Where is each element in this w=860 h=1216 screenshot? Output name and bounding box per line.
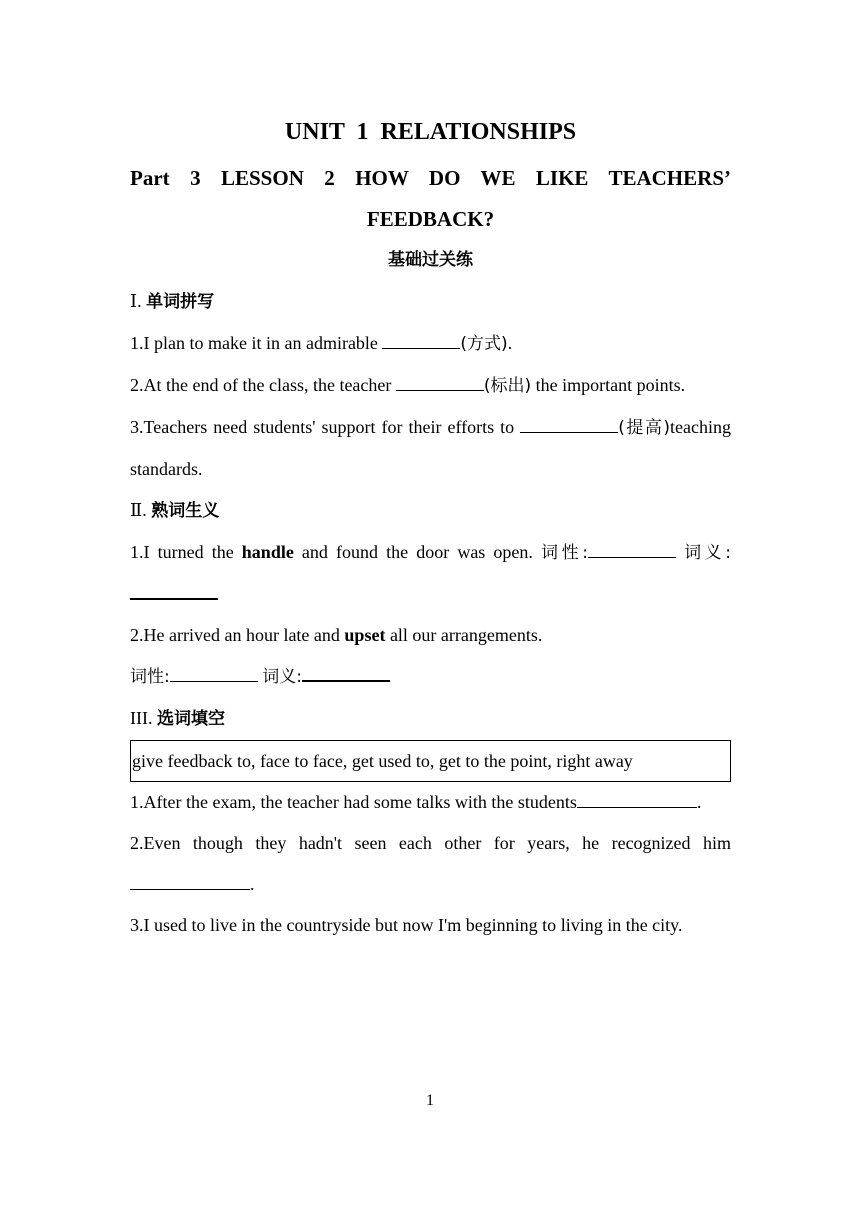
question-item [130, 615, 731, 656]
question-item [130, 905, 731, 946]
question-item [130, 407, 731, 490]
question-item [130, 782, 731, 823]
question-text: 3.Teachers need students' support for their efforts to [130, 417, 521, 437]
question-text: teaching standards. [130, 417, 732, 479]
meaning-label: 词义: [262, 667, 302, 687]
pos-blank[interactable] [588, 539, 676, 558]
question-text: . [250, 874, 255, 894]
question-text: 2.He arrived an hour late and [130, 625, 345, 645]
meaning-label: 词义: [684, 543, 732, 563]
section-label: III. [130, 708, 157, 728]
answer-blank[interactable] [130, 871, 250, 890]
section-heading-1 [130, 281, 731, 323]
section-label: Ⅰ. [130, 291, 147, 311]
question-text: . [696, 792, 702, 812]
answer-blank[interactable] [382, 330, 460, 349]
word-bank-box [130, 740, 731, 782]
question-text: all our arrangements. [385, 625, 543, 645]
pos-label: 词性: [130, 667, 170, 687]
question-text: 2.At the end of the class, the teacher [130, 375, 396, 395]
question-text: and found the door was open. [293, 542, 542, 562]
lesson-subtitle-line2: FEEDBACK? [366, 207, 495, 231]
answer-blank[interactable] [396, 372, 484, 391]
question-item [130, 365, 731, 407]
meaning-blank[interactable] [302, 662, 390, 682]
hint-text: (提高) [618, 418, 671, 438]
question-item [130, 823, 731, 905]
key-word: handle [241, 542, 294, 562]
question-text: the important points. [531, 375, 686, 395]
answer-line [130, 656, 731, 698]
question-text: living in the city. [560, 915, 683, 935]
page-content [130, 112, 731, 946]
exercise-category: 基础过关练 [388, 250, 473, 270]
section-label: Ⅱ. [130, 500, 152, 520]
hint-text: (标出) [483, 376, 532, 396]
key-word: upset [344, 625, 386, 645]
word-bank-text: give feedback to, face to face, get used to, get to the point, right away [132, 751, 633, 771]
section-title: 单词拼写 [146, 292, 215, 312]
question-text: . [507, 333, 513, 353]
page-number: 1 [426, 1092, 434, 1109]
section-heading-2 [130, 490, 731, 532]
answer-blank[interactable] [577, 789, 697, 808]
meaning-blank[interactable] [130, 580, 218, 600]
hint-text: (方式) [460, 334, 508, 354]
unit-title: UNIT 1 RELATIONSHIPS [284, 119, 577, 145]
question-text: 1.After the exam, the teacher had some talks with the students [130, 792, 577, 812]
question-item [130, 532, 731, 615]
section-heading-3 [130, 698, 731, 740]
lesson-subtitle [130, 158, 731, 240]
question-text: 1.I turned the [130, 542, 242, 562]
question-text: 2.Even though they hadn't seen each other for years, he recognized him [130, 833, 731, 853]
question-text: 1.I plan to make it in an admirable [130, 333, 383, 353]
lesson-subtitle-line1: Part 3 LESSON 2 HOW DO WE LIKE TEACHERS’ [130, 166, 731, 190]
answer-blank[interactable] [520, 414, 618, 433]
question-item [130, 323, 731, 365]
question-text: 3.I used to live in the countryside but now I'm beginning to [130, 915, 557, 935]
pos-label: 词性: [541, 543, 588, 563]
pos-blank[interactable] [170, 663, 258, 682]
section-title: 选词填空 [156, 709, 225, 729]
section-title: 熟词生义 [151, 501, 220, 521]
